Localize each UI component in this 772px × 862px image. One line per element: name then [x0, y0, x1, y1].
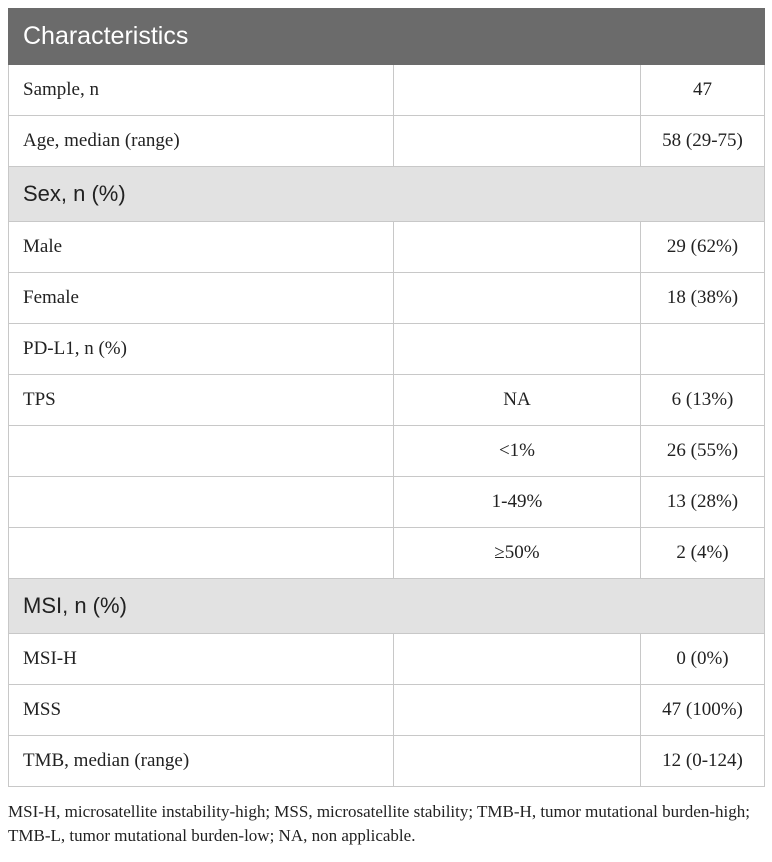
row-category-cell [394, 324, 641, 375]
table-header-row [9, 9, 765, 65]
row-value-cell: 47 (100%) [641, 685, 765, 736]
row-category-cell [394, 736, 641, 787]
section-label: Sex, n (%) [9, 167, 765, 222]
table-title: Characteristics [9, 9, 765, 65]
table-row [9, 736, 765, 787]
row-category-cell [394, 685, 641, 736]
table-row [9, 426, 765, 477]
row-value-cell: 13 (28%) [641, 477, 765, 528]
table-row [9, 116, 765, 167]
table-row [9, 324, 765, 375]
section-row [9, 579, 765, 634]
characteristics-table [8, 8, 765, 787]
table-row [9, 65, 765, 116]
row-label-cell: Female [9, 273, 394, 324]
table-row [9, 375, 765, 426]
row-value-cell: 0 (0%) [641, 634, 765, 685]
row-category-cell [394, 65, 641, 116]
row-category-cell: NA [394, 375, 641, 426]
row-value-cell: 58 (29-75) [641, 116, 765, 167]
row-label-cell [9, 426, 394, 477]
section-label: MSI, n (%) [9, 579, 765, 634]
row-value-cell: 47 [641, 65, 765, 116]
row-category-cell [394, 116, 641, 167]
table-row [9, 634, 765, 685]
row-value-cell [641, 324, 765, 375]
row-value-cell: 2 (4%) [641, 528, 765, 579]
row-label-cell: Male [9, 222, 394, 273]
row-label-cell: MSI-H [9, 634, 394, 685]
row-label-cell: PD-L1, n (%) [9, 324, 394, 375]
table-body [9, 9, 765, 787]
table-footnote: MSI-H, microsatellite instability-high; MSS, microsatellite stability; TMB-H, tumor mutational burden-high; TMB-L, tumor mutational burden-low; NA, non applicable. [8, 802, 750, 845]
row-label-cell: Age, median (range) [9, 116, 394, 167]
row-value-cell: 18 (38%) [641, 273, 765, 324]
table-row [9, 528, 765, 579]
row-category-cell: ≥50% [394, 528, 641, 579]
table-row [9, 273, 765, 324]
row-value-cell: 26 (55%) [641, 426, 765, 477]
table-row [9, 685, 765, 736]
row-category-cell [394, 634, 641, 685]
row-category-cell: 1-49% [394, 477, 641, 528]
row-category-cell: <1% [394, 426, 641, 477]
row-label-cell [9, 477, 394, 528]
row-label-cell: TPS [9, 375, 394, 426]
row-value-cell: 6 (13%) [641, 375, 765, 426]
row-category-cell [394, 222, 641, 273]
row-value-cell: 12 (0-124) [641, 736, 765, 787]
row-label-cell: TMB, median (range) [9, 736, 394, 787]
section-row [9, 167, 765, 222]
table-row [9, 477, 765, 528]
row-label-cell: MSS [9, 685, 394, 736]
row-value-cell: 29 (62%) [641, 222, 765, 273]
row-label-cell [9, 528, 394, 579]
row-label-cell: Sample, n [9, 65, 394, 116]
table-row [9, 222, 765, 273]
row-category-cell [394, 273, 641, 324]
